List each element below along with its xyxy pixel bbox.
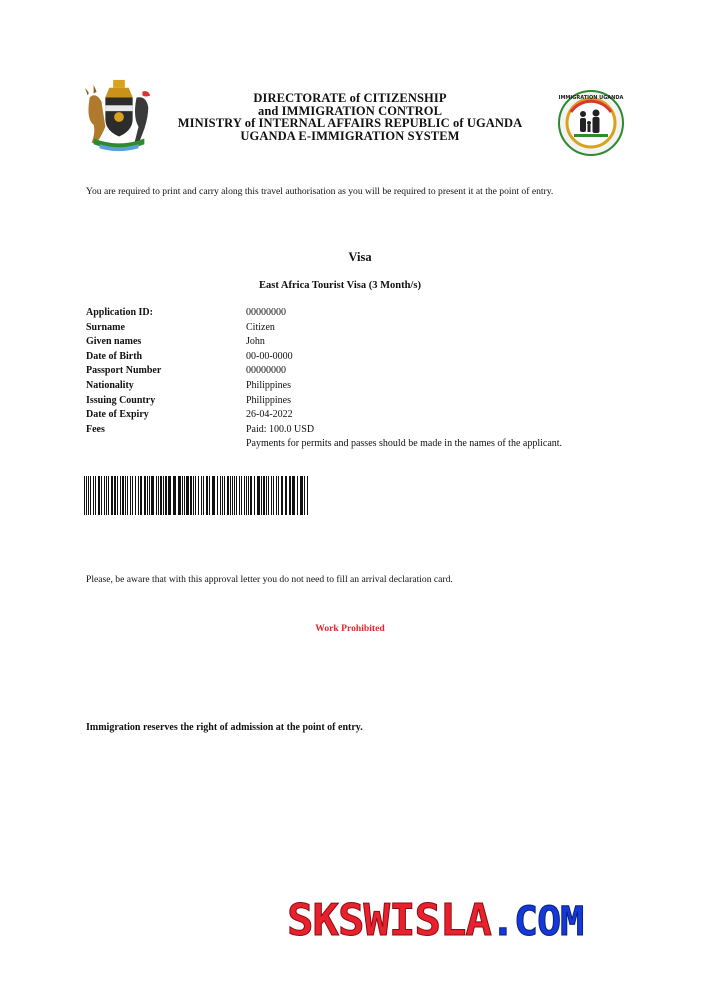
detail-value: 00000000 <box>246 365 286 377</box>
barcode-bar <box>101 476 102 515</box>
detail-label: Given names <box>86 336 142 348</box>
detail-label: Nationality <box>86 379 134 391</box>
immigration-uganda-emblem-icon <box>558 90 624 156</box>
detail-label: Date of Birth <box>86 350 143 362</box>
barcode-bar <box>130 476 131 515</box>
letterhead <box>150 92 550 142</box>
barcode-bar <box>206 476 208 515</box>
detail-row-nationality <box>86 379 562 394</box>
barcode-bar <box>195 476 196 515</box>
barcode-bar <box>184 476 185 515</box>
barcode-bar <box>90 476 91 515</box>
barcode-bar <box>160 476 162 515</box>
barcode-bar <box>140 476 142 515</box>
barcode-bar <box>268 476 269 515</box>
barcode-bar <box>244 476 245 515</box>
header-line-system: UGANDA E-IMMIGRATION SYSTEM <box>240 128 460 143</box>
barcode-bar <box>257 476 260 515</box>
barcode-bar <box>285 476 287 515</box>
barcode-bar <box>234 476 235 515</box>
barcode-bar <box>261 476 262 515</box>
watermark-part1: SKSWISLA <box>287 895 491 946</box>
detail-row-surname <box>86 321 562 336</box>
detail-row-given-names <box>86 335 562 350</box>
detail-row-fees <box>86 423 562 438</box>
barcode-bar <box>117 476 118 515</box>
approval-note: Please, be aware that with this approval letter you do not need to fill an arrival declaration card. <box>86 574 453 585</box>
barcode-bar <box>241 476 242 515</box>
detail-label: Application ID: <box>86 307 153 318</box>
detail-label: Fees <box>86 423 105 435</box>
detail-value: 00000000 <box>246 307 286 318</box>
barcode-bar <box>220 476 221 515</box>
visa-title: Visa <box>348 250 372 264</box>
barcode-bar <box>111 476 113 515</box>
header-line-directorate: DIRECTORATE of CITIZENSHIP <box>253 91 447 105</box>
barcode-bar <box>144 476 146 515</box>
detail-value: Philippines <box>246 379 292 391</box>
admission-reserve-note: Immigration reserves the right of admission at the point of entry. <box>86 722 363 733</box>
barcode-bar <box>88 476 89 515</box>
detail-value: 00-00-0000 <box>246 350 293 362</box>
barcode-bar <box>93 476 94 515</box>
work-status: Work Prohibited <box>315 623 385 634</box>
detail-row-date-of-birth <box>86 350 562 365</box>
header-line-immigration: and IMMIGRATION CONTROL <box>257 103 443 118</box>
barcode-bar <box>203 476 204 515</box>
barcode-bar <box>163 476 164 515</box>
detail-label: Issuing Country <box>86 394 156 406</box>
barcode-bar <box>98 476 100 515</box>
barcode-bar <box>156 476 157 515</box>
barcode-bar <box>248 476 249 515</box>
detail-value: Citizen <box>246 321 275 333</box>
detail-value: 26-04-2022 <box>246 409 293 421</box>
barcode-bar <box>266 476 267 515</box>
barcode-bar <box>122 476 124 515</box>
barcode-bar <box>224 476 225 515</box>
detail-row-passport-number <box>86 364 562 379</box>
barcode-bar <box>300 476 303 515</box>
barcode-bar <box>158 476 159 515</box>
barcode-bar <box>114 476 116 515</box>
barcode <box>84 476 310 515</box>
barcode-bar <box>186 476 189 515</box>
barcode-bar <box>147 476 148 515</box>
print-notice: You are required to print and carry along this travel authorisation as you will be required to present it at the point of entry. <box>86 186 554 197</box>
barcode-bar <box>304 476 305 515</box>
fees-note: Payments for permits and passes should be made in the names of the applicant. <box>246 438 563 450</box>
detail-label: Surname <box>86 321 125 333</box>
emblem-text: IMMIGRATION UGANDA <box>558 95 624 101</box>
detail-label: Passport Number <box>86 365 162 377</box>
barcode-bar <box>165 476 167 515</box>
barcode-bar <box>271 476 272 515</box>
barcode-bar <box>289 476 291 515</box>
barcode-bar <box>263 476 265 515</box>
barcode-bar <box>106 476 107 515</box>
barcode-bar <box>297 476 298 515</box>
barcode-bar <box>232 476 233 515</box>
barcode-bar <box>95 476 96 515</box>
barcode-bar <box>135 476 136 515</box>
barcode-bar <box>276 476 277 515</box>
detail-label: Date of Expiry <box>86 409 149 421</box>
barcode-bar <box>120 476 121 515</box>
barcode-bar <box>168 476 171 515</box>
watermark-logo <box>287 895 583 946</box>
barcode-bar <box>292 476 295 515</box>
barcode-bar <box>182 476 183 515</box>
applicant-details <box>86 306 562 452</box>
barcode-bar <box>193 476 194 515</box>
barcode-bar <box>190 476 192 515</box>
barcode-bar <box>212 476 215 515</box>
barcode-bar <box>84 476 85 515</box>
uganda-coat-of-arms-icon <box>80 78 158 156</box>
barcode-bar <box>178 476 181 515</box>
barcode-bar <box>209 476 210 515</box>
detail-value: John <box>246 336 265 348</box>
barcode-bar <box>127 476 128 515</box>
barcode-bar <box>138 476 139 515</box>
detail-value: Paid: 100.0 USD <box>246 423 315 435</box>
barcode-bar <box>281 476 283 515</box>
barcode-bar <box>201 476 202 515</box>
barcode-bar <box>230 476 231 515</box>
detail-row-issuing-country <box>86 394 562 409</box>
barcode-bar <box>246 476 247 515</box>
detail-row-fees-note <box>86 437 562 452</box>
barcode-bar <box>151 476 154 515</box>
barcode-bar <box>273 476 274 515</box>
barcode-bar <box>125 476 126 515</box>
barcode-bar <box>250 476 252 515</box>
barcode-bar <box>108 476 109 515</box>
barcode-bar <box>307 476 308 515</box>
detail-value: Philippines <box>246 394 292 406</box>
barcode-bar <box>173 476 176 515</box>
barcode-bar <box>239 476 240 515</box>
barcode-bar <box>86 476 87 515</box>
barcode-bar <box>217 476 218 515</box>
barcode-bar <box>254 476 255 515</box>
header-line-ministry: MINISTRY of INTERNAL AFFAIRS REPUBLIC of UGANDA <box>177 116 523 130</box>
barcode-bar <box>227 476 229 515</box>
detail-row-application-id <box>86 306 562 321</box>
barcode-bar <box>278 476 279 515</box>
barcode-bar <box>104 476 105 515</box>
barcode-bar <box>236 476 237 515</box>
barcode-bar <box>149 476 150 515</box>
watermark-part2: .COM <box>490 899 584 945</box>
visa-type: East Africa Tourist Visa (3 Month/s) <box>259 280 421 291</box>
barcode-bar <box>198 476 199 515</box>
detail-row-date-of-expiry <box>86 408 562 423</box>
barcode-bar <box>222 476 223 515</box>
barcode-bar <box>132 476 133 515</box>
